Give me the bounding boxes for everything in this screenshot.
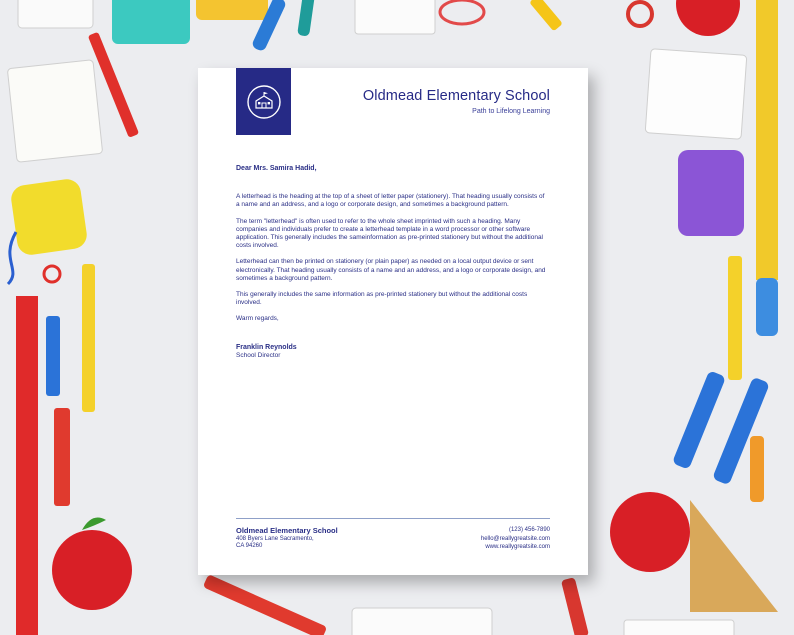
footer-address-line1: 408 Byers Lane Sacramento,: [236, 536, 314, 542]
lined-notebook-image: [355, 0, 435, 34]
blue-pencil-left-image: [46, 316, 60, 396]
red-clip-image: [628, 2, 652, 26]
yellow-pencil-image: [529, 0, 563, 31]
ruler-right-image: [756, 0, 778, 280]
apple-right-image: [610, 492, 690, 572]
footer-email: hello@reallygreatsite.com: [480, 535, 550, 542]
letter-paragraph: A letterhead is the heading at the top of a sheet of letter paper (stationery). That heading usually consists of a name and an address, and a logo or corporate design, and sometimes a background pattern.: [236, 193, 545, 209]
footer-website: www.reallygreatsite.com: [485, 544, 550, 551]
school-tagline: Path to Lifelong Learning: [472, 108, 550, 115]
notebook-image: [18, 0, 93, 28]
school-name-heading: Oldmead Elementary School: [362, 88, 550, 104]
red-ring-image: [44, 266, 60, 282]
orange-marker-image: [750, 436, 764, 502]
footer-address-block: [236, 526, 338, 551]
footer-phone: (123) 456-7890: [508, 527, 550, 533]
red-pencil-bottom-image: [203, 574, 327, 635]
yellow-pencil-right-image: [728, 256, 742, 380]
school-building-icon: [246, 84, 282, 120]
spiral-notebook-image: [7, 60, 102, 162]
letter-paragraph: This generally includes the same information as pre-printed stationery but without the additional costs involved.: [236, 291, 528, 307]
red-marker-bottom-image: [561, 577, 589, 635]
white-notepad-bottom-image: [624, 620, 734, 635]
apple-leaf-image: [82, 518, 106, 530]
pipe-cleaner-image: [8, 232, 16, 284]
letter-paragraph: Letterhead can then be printed on stationery (or plain paper) as needed on a local output device or sent electronically. That heading usually consists of a name and an address, and a logo or corporate design, and sometimes a background pattern.: [236, 258, 546, 282]
letter-body: [236, 165, 548, 360]
salutation: Dear Mrs. Samira Hadid,: [236, 165, 317, 172]
yellow-pencil-left-image: [82, 264, 95, 412]
index-cards-image: [645, 49, 747, 139]
footer-contact-block: [481, 526, 550, 552]
sticky-note-image: [112, 0, 190, 44]
letter-paragraph: The term "letterhead" is often used to refer to the whole sheet imprinted with such a heading. Many companies and individuals prefer to create a letterhead template in a word processor or other software application. This generally includes the sameinformation as pre-printed stationery but without the additional costs involved.: [236, 217, 544, 250]
blue-tool-image: [756, 278, 778, 336]
signer-title: School Director: [236, 351, 281, 359]
blue-crayon-image: [672, 370, 726, 469]
letterhead-page: [198, 68, 588, 575]
apple-left-image: [52, 530, 132, 610]
ruler-left-image: [16, 296, 38, 635]
closing: Warm regards,: [236, 315, 279, 323]
footer-address-line2: CA 94260: [236, 543, 263, 550]
open-book-image: [352, 608, 492, 635]
signer-name: Franklin Reynolds: [236, 343, 297, 351]
set-square-image: [690, 500, 778, 612]
purple-eraser-image: [678, 150, 744, 236]
red-marker-left-image: [54, 408, 70, 506]
paper-clip-image: [440, 0, 484, 24]
footer-divider: [236, 518, 550, 519]
sharpener-image: [9, 177, 88, 256]
apple-top-image: [676, 0, 740, 36]
footer-school-name: Oldmead Elementary School: [236, 526, 338, 535]
teal-marker-image: [297, 0, 315, 37]
school-logo: [236, 68, 291, 135]
notepad-image: [196, 0, 268, 20]
